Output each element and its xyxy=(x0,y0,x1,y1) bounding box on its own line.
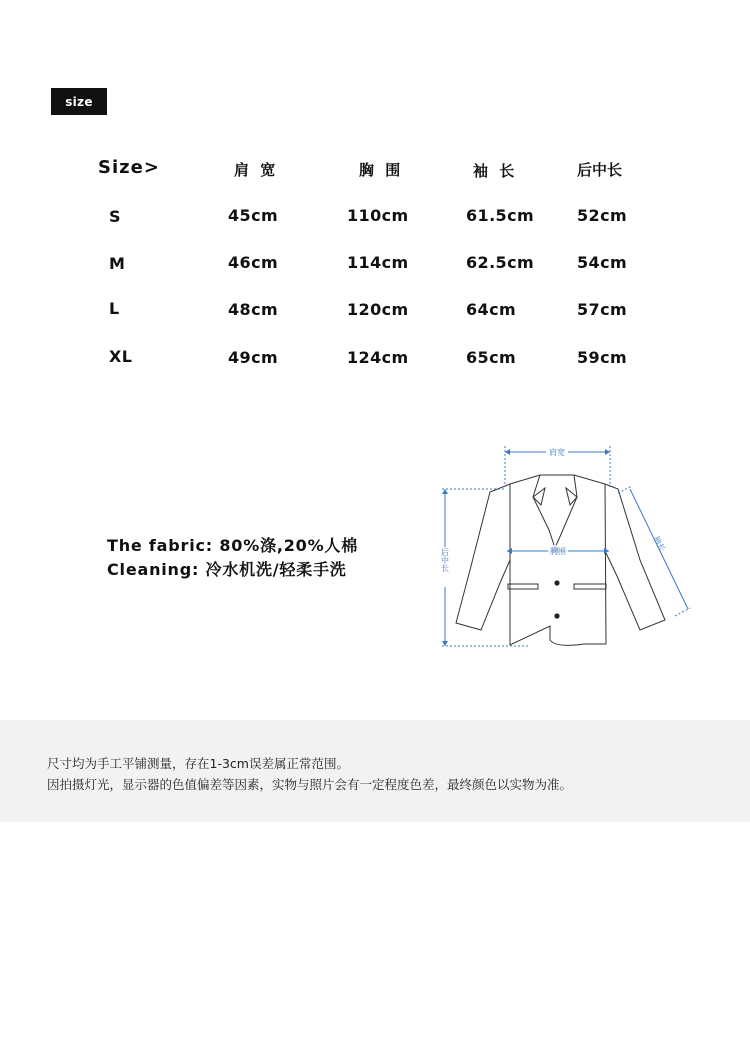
disclaimer-panel xyxy=(0,720,750,822)
header-back-length: 后中长 xyxy=(577,161,623,179)
row-l-shoulder: 48cm xyxy=(228,300,279,319)
row-s-back-length: 52cm xyxy=(577,206,628,225)
row-xl-sleeve: 65cm xyxy=(466,348,517,367)
sleeve-label: 袖长 xyxy=(651,534,667,554)
row-xl-back-length: 59cm xyxy=(577,348,628,367)
row-l-back-length: 57cm xyxy=(577,300,628,319)
pocket-left xyxy=(508,584,538,589)
disclaimer-measurement: 尺寸均为手工平铺测量，存在1-3cm误差属正常范围。 xyxy=(47,756,349,771)
header-shoulder: 肩 宽 xyxy=(234,161,279,179)
row-l-chest: 120cm xyxy=(347,300,409,319)
row-l-sleeve: 64cm xyxy=(466,300,517,319)
row-m-chest: 114cm xyxy=(347,253,409,272)
cleaning-instructions: Cleaning: 冷水机洗/轻柔手洗 xyxy=(107,560,347,579)
row-xl-size: XL xyxy=(109,347,133,366)
jacket-outline xyxy=(510,475,606,645)
header-sleeve: 袖 长 xyxy=(473,162,518,180)
row-m-size: M xyxy=(109,254,126,273)
jacket-collar xyxy=(533,475,577,548)
button-bottom xyxy=(554,613,559,618)
chest-label: 胸围 xyxy=(550,547,566,556)
jacket-sleeve-left xyxy=(456,484,510,630)
header-size: Size> xyxy=(98,157,160,178)
row-m-shoulder: 46cm xyxy=(228,253,279,272)
row-l-size: L xyxy=(109,299,120,318)
header-chest: 胸 围 xyxy=(359,161,404,179)
back-length-label: 后中长 xyxy=(440,548,450,572)
disclaimer-color: 因拍摄灯光，显示器的色值偏差等因素，实物与照片会有一定程度色差，最终颜色以实物为准。 xyxy=(47,777,573,792)
row-s-size: S xyxy=(109,207,121,226)
shoulder-label: 肩宽 xyxy=(549,448,565,457)
row-s-shoulder: 45cm xyxy=(228,206,279,225)
row-xl-shoulder: 49cm xyxy=(228,348,279,367)
pocket-right xyxy=(574,584,606,589)
row-xl-chest: 124cm xyxy=(347,348,409,367)
jacket-sleeve-right xyxy=(605,484,665,630)
row-s-sleeve: 61.5cm xyxy=(466,206,535,225)
jacket-measurement-diagram xyxy=(436,440,700,655)
row-m-back-length: 54cm xyxy=(577,253,628,272)
row-m-sleeve: 62.5cm xyxy=(466,253,535,272)
fabric-composition: The fabric: 80%涤,20%人棉 xyxy=(107,536,359,555)
button-middle xyxy=(554,580,559,585)
size-tag: size xyxy=(51,88,107,115)
row-s-chest: 110cm xyxy=(347,206,409,225)
